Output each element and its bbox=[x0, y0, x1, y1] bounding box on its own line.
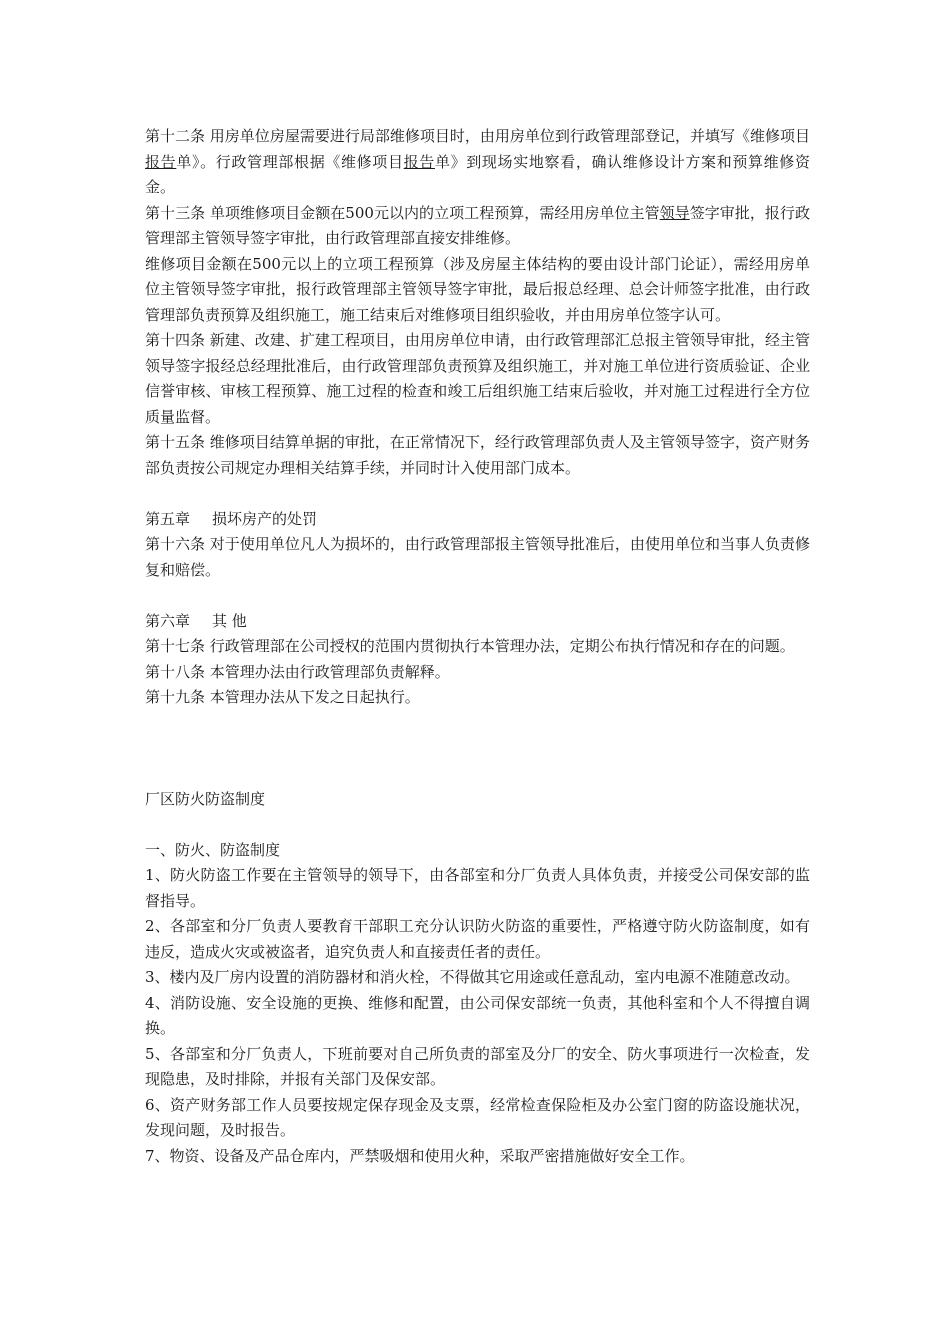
fire-item-4: 4、消防设施、安全设施的更换、维修和配置，由公司保安部统一负责，其他科室和个人不得擅自调换。 bbox=[145, 993, 810, 1037]
fire-item-1: 1、防火防盗工作要在主管领导的领导下，由各部室和分厂负责人具体负责，并接受公司保安部的监督指导。 bbox=[145, 866, 810, 910]
article-13-underlined: 领导 bbox=[659, 203, 690, 222]
article-13-paragraph-2: 维修项目金额在500元以上的立项工程预算（涉及房屋主体结构的要由设计部门论证），需经用房单位主管领导签字审批，报行政管理部主管领导签字审批，最后报总经理、总会计师签字批准，由行政管理部负责预算及组织施工，施工结束后对维修项目组织验收，并由用房单位签字认可。 bbox=[145, 254, 810, 324]
chapter-5-number: 第五章 bbox=[145, 509, 191, 528]
article-17: 第十七条 行政管理部在公司授权的范围内贯彻执行本管理办法，定期公布执行情况和存在的问题。 bbox=[145, 637, 795, 655]
chapter-5-heading bbox=[145, 507, 810, 533]
spacer bbox=[145, 583, 810, 609]
chapter-6-title: 其 他 bbox=[212, 611, 247, 630]
chapter-6-number: 第六章 bbox=[145, 611, 191, 630]
article-13 bbox=[145, 201, 810, 252]
chapter-6-heading bbox=[145, 609, 810, 635]
article-12-text-3: 单》到现场实地察看，确认维修设计方案和预算维修资金。 bbox=[145, 152, 810, 196]
article-16: 第十六条 对于使用单位凡人为损坏的，由行政管理部报主管领导批准后，由使用单位和当事人负责修复和赔偿。 bbox=[145, 535, 810, 579]
fire-item-2: 2、各部室和分厂负责人要教育干部职工充分认识防火防盗的重要性，严格遵守防火防盗制度，如有违反，造成火灾或被盗者，追究负责人和直接责任者的责任。 bbox=[145, 917, 810, 961]
fire-item-6: 6、资产财务部工作人员要按规定保存现金及支票，经常检查保险柜及办公室门窗的防盗设施状况，发现问题，及时报告。 bbox=[145, 1095, 810, 1139]
chapter-5-title: 损坏房产的处罚 bbox=[212, 509, 318, 528]
article-12-underlined-1: 报告 bbox=[145, 152, 177, 171]
document-body bbox=[145, 124, 810, 1169]
article-18: 第十八条 本管理办法由行政管理部负责解释。 bbox=[145, 662, 450, 681]
fire-item-3: 3、楼内及厂房内设置的消防器材和消火栓，不得做其它用途或任意乱动，室内电源不准随意改动。 bbox=[145, 968, 800, 986]
spacer bbox=[145, 481, 810, 507]
spacer bbox=[145, 711, 810, 787]
article-12 bbox=[145, 124, 810, 201]
article-13-text-1: 第十三条 单项维修项目金额在500元以内的立项工程预算，需经用房单位主管 bbox=[145, 203, 660, 222]
article-19: 第十九条 本管理办法从下发之日起执行。 bbox=[145, 688, 420, 706]
article-12-underlined-2: 报告 bbox=[403, 152, 435, 171]
article-15: 第十五条 维修项目结算单据的审批，在正常情况下，经行政管理部负责人及主管领导签字，资产财务部负责按公司规定办理相关结算手续，并同时计入使用部门成本。 bbox=[145, 433, 810, 477]
fire-item-7: 7、物资、设备及产品仓库内，严禁吸烟和使用火种，采取严密措施做好安全工作。 bbox=[145, 1146, 695, 1165]
article-12-text-1: 第十二条 用房单位房屋需要进行局部维修项目时，由用房单位到行政管理部登记，并填写《维修项目 bbox=[145, 127, 810, 145]
article-12-text-2: 单》。行政管理部根据《维修项目 bbox=[176, 152, 404, 171]
fire-doc-section-1: 一、防火、防盗制度 bbox=[145, 840, 281, 859]
article-14: 第十四条 新建、改建、扩建工程项目，由用房单位申请，由行政管理部汇总报主管领导审批，经主管领导签字报经总经理批准后，由行政管理部负责预算及组织施工，并对施工单位进行资质验证、企业信誉审核、审核工程预算、施工过程的检查和竣工后组织施工结束后验收，并对施工过程进行全方位质量监督。 bbox=[145, 331, 810, 426]
spacer bbox=[145, 812, 810, 838]
fire-doc-title: 厂区防火防盗制度 bbox=[145, 789, 266, 808]
fire-item-5: 5、各部室和分厂负责人，下班前要对自己所负责的部室及分厂的安全、防火事项进行一次检查，发现隐患，及时排除，并报有关部门及保安部。 bbox=[145, 1044, 810, 1088]
article-13-text-2: 签字审批，报行政管理部主管领导签字审批，由行政管理部直接安排维修。 bbox=[145, 203, 810, 247]
